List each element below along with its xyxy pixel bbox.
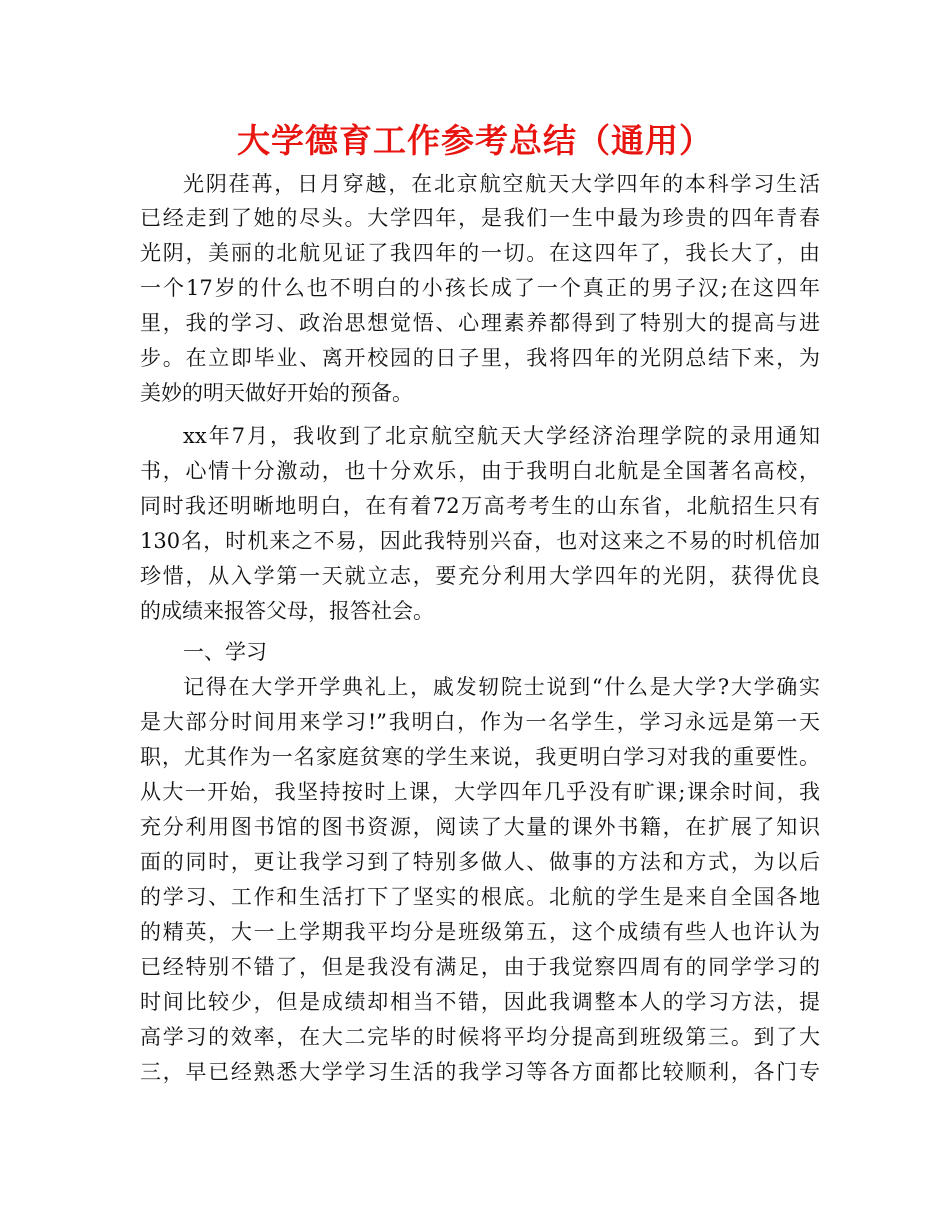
body-line: 三，早已经熟悉大学学习生活的我学习等各方面都比较顺利，各门专 bbox=[140, 1060, 820, 1084]
body-line: 书，心情十分激动，也十分欢乐，由于我明白北航是全国著名高校， bbox=[140, 459, 820, 483]
document-title: 大学德育工作参考总结（通用） bbox=[237, 121, 713, 160]
body-line: 一个17岁的什么也不明白的小孩长成了一个真正的男子汉;在这四年 bbox=[140, 276, 820, 300]
body-line: 光阴，美丽的北航见证了我四年的一切。在这四年了，我长大了，由 bbox=[140, 241, 820, 265]
body-line: 职，尤其作为一名家庭贫寒的学生来说，我更明白学习对我的重要性。 bbox=[140, 745, 820, 769]
body-line: 步。在立即毕业、离开校园的日子里，我将四年的光阴总结下来，为 bbox=[140, 346, 820, 370]
body-line: 已经特别不错了，但是我没有满足，由于我觉察四周有的同学学习的 bbox=[140, 955, 820, 979]
body-line: 珍惜，从入学第一天就立志，要充分利用大学四年的光阴，获得优良 bbox=[140, 564, 820, 588]
body-line: 记得在大学开学典礼上，戚发轫院士说到“什么是大学?大学确实 bbox=[183, 675, 820, 699]
body-line: 已经走到了她的尽头。大学四年，是我们一生中最为珍贵的四年青春 bbox=[140, 206, 820, 230]
body-line: xx年7月，我收到了北京航空航天大学经济治理学院的录用通知 bbox=[183, 424, 820, 448]
section-heading: 一、学习 bbox=[183, 640, 267, 664]
body-line: 130名，时机来之不易，因此我特别兴奋，也对这来之不易的时机倍加 bbox=[140, 529, 820, 553]
body-line: 美妙的明天做好开始的预备。 bbox=[140, 381, 413, 405]
body-line: 时间比较少，但是成绩却相当不错，因此我调整本人的学习方法，提 bbox=[140, 990, 820, 1014]
body-line: 是大部分时间用来学习!”我明白，作为一名学生，学习永远是第一天 bbox=[140, 710, 820, 734]
body-line: 同时我还明晰地明白，在有着72万高考考生的山东省，北航招生只有 bbox=[140, 494, 820, 518]
body-line: 的学习、工作和生活打下了坚实的根底。北航的学生是来自全国各地 bbox=[140, 885, 820, 909]
body-line: 充分利用图书馆的图书资源，阅读了大量的课外书籍，在扩展了知识 bbox=[140, 815, 820, 839]
body-line: 面的同时，更让我学习到了特别多做人、做事的方法和方式，为以后 bbox=[140, 850, 820, 874]
body-line: 的成绩来报答父母，报答社会。 bbox=[140, 599, 434, 623]
body-line: 高学习的效率，在大二完毕的时候将平均分提高到班级第三。到了大 bbox=[140, 1025, 820, 1049]
body-line: 的精英，大一上学期我平均分是班级第五，这个成绩有些人也许认为 bbox=[140, 920, 820, 944]
body-line: 光阴荏苒，日月穿越，在北京航空航天大学四年的本科学习生活 bbox=[183, 172, 820, 196]
body-line: 里，我的学习、政治思想觉悟、心理素养都得到了特别大的提高与进 bbox=[140, 311, 820, 335]
body-line: 从大一开始，我坚持按时上课，大学四年几乎没有旷课;课余时间，我 bbox=[140, 780, 820, 804]
